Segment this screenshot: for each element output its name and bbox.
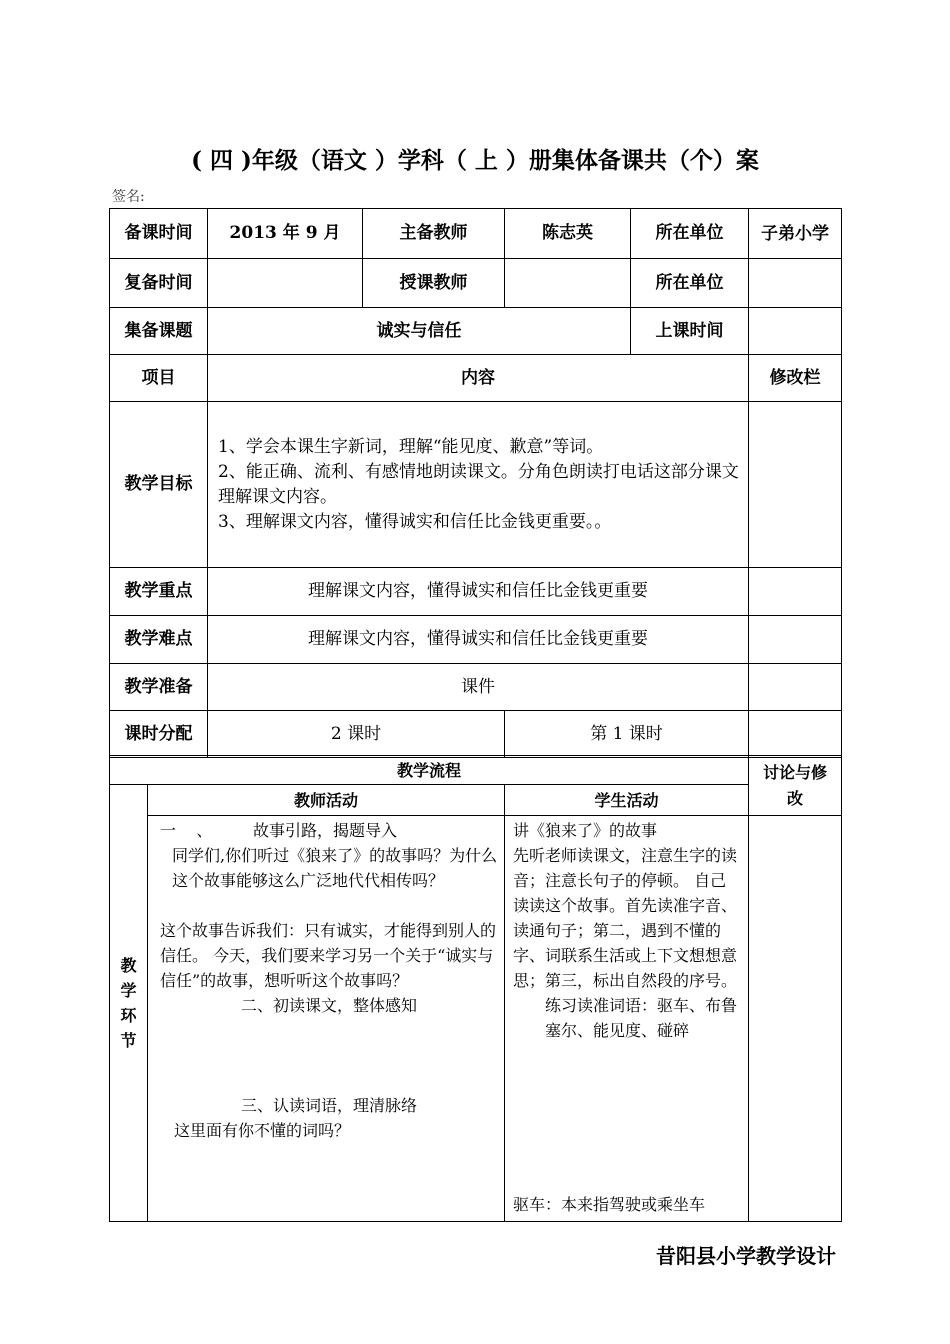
topic-value: 诚实与信任 bbox=[208, 308, 631, 355]
teacher-s3-question: 这里面有你不懂的词吗？ bbox=[174, 1121, 351, 1140]
hours-revise bbox=[749, 711, 842, 758]
goal-2: 2、能正确、流利、有感情地朗读课文。分角色朗读打电话这部分课文理解课文内容。 bbox=[218, 461, 739, 507]
prep-time-value: 2013 年 9 月 bbox=[208, 209, 363, 259]
teacher-activity-label: 教师活动 bbox=[148, 785, 505, 816]
main-teacher-label: 主备教师 bbox=[363, 209, 505, 259]
teacher-s2-title: 二、初读课文，整体感知 bbox=[240, 996, 417, 1015]
student-activity bbox=[505, 816, 749, 1222]
goals-revise bbox=[749, 402, 842, 568]
teacher-s1-paragraph: 这个故事告诉我们：只有诚实，才能得到别人的信任。 今天，我们要来学习另一个关于“诚实与信任”的故事，想听听这个故事吗？ bbox=[160, 921, 497, 990]
revise-label: 修改栏 bbox=[749, 355, 842, 402]
discuss-cell bbox=[749, 816, 842, 1222]
page-title: ( 四 )年级（语文 ）学科（ 上 ）册集体备课共（个）案 bbox=[191, 147, 759, 174]
difficulty-label: 教学难点 bbox=[110, 616, 208, 664]
teacher-s1-title: 一 、 故事引路，揭题导入 bbox=[160, 821, 398, 840]
teacher-activity bbox=[148, 816, 505, 1222]
item-label: 项目 bbox=[110, 355, 208, 402]
review-time-value bbox=[208, 259, 363, 308]
hours-total: 2 课时 bbox=[208, 711, 505, 758]
section-label: 教 学 环 节 bbox=[110, 785, 148, 1222]
unit-label-2: 所在单位 bbox=[631, 259, 749, 308]
teacher-s1-question: 同学们,你们听过《狼来了》的故事吗？为什么这个故事能够这么广泛地代代相传吗？ bbox=[172, 846, 498, 890]
class-time-value bbox=[749, 308, 842, 355]
difficulty-revise bbox=[749, 616, 842, 664]
content-label: 内容 bbox=[208, 355, 749, 402]
goal-3: 3、理解课文内容，懂得诚实和信任比金钱更重要。。 bbox=[218, 511, 612, 532]
student-line-2: 先听老师读课文，注意生字的读音；注意长句子的停顿。 自己读读这个故事。首先读准字音、读通句子；第二，遇到不懂的字、词联系生活或上下文想想意思；第三，标出自然段的序号。 bbox=[513, 846, 738, 990]
prep-revise bbox=[749, 664, 842, 711]
unit-label: 所在单位 bbox=[631, 209, 749, 259]
teacher-s3-title: 三、认读词语，理清脉络 bbox=[240, 1096, 417, 1115]
discuss-label: 讨论与修改 bbox=[749, 756, 842, 816]
key-revise bbox=[749, 568, 842, 616]
topic-label: 集备课题 bbox=[110, 308, 208, 355]
sign-label: 签名: bbox=[112, 189, 145, 205]
hours-current: 第 1 课时 bbox=[505, 711, 749, 758]
prep-value: 课件 bbox=[208, 664, 749, 711]
flow-label: 教学流程 bbox=[110, 756, 749, 785]
footer-title: 昔阳县小学教学设计 bbox=[656, 1244, 836, 1268]
goals-content bbox=[208, 402, 749, 568]
prep-label: 教学准备 bbox=[110, 664, 208, 711]
unit-value-2 bbox=[749, 259, 842, 308]
class-time-label: 上课时间 bbox=[631, 308, 749, 355]
teaching-teacher-label: 授课教师 bbox=[363, 259, 505, 308]
goal-1: 1、学会本课生字新词，理解“能见度、歉意”等词。 bbox=[218, 436, 604, 457]
student-line-4: 驱车：本来指驾驶或乘坐车 bbox=[513, 1195, 706, 1214]
prep-time-label: 备课时间 bbox=[110, 209, 208, 259]
hours-label: 课时分配 bbox=[110, 711, 208, 758]
key-label: 教学重点 bbox=[110, 568, 208, 616]
difficulty-value: 理解课文内容，懂得诚实和信任比金钱更重要 bbox=[208, 616, 749, 664]
student-activity-label: 学生活动 bbox=[505, 785, 749, 816]
student-line-1: 讲《狼来了》的故事 bbox=[513, 821, 658, 840]
teaching-flow-table bbox=[109, 755, 842, 1222]
teaching-teacher-value bbox=[505, 259, 631, 308]
lesson-info-table bbox=[109, 208, 842, 758]
student-line-3: 练习读准词语：驱车、布鲁塞尔、能见度、碰碎 bbox=[545, 996, 738, 1040]
unit-value: 子弟小学 bbox=[749, 209, 842, 259]
main-teacher-value: 陈志英 bbox=[505, 209, 631, 259]
goals-label: 教学目标 bbox=[110, 402, 208, 568]
review-time-label: 复备时间 bbox=[110, 259, 208, 308]
key-value: 理解课文内容，懂得诚实和信任比金钱更重要 bbox=[208, 568, 749, 616]
